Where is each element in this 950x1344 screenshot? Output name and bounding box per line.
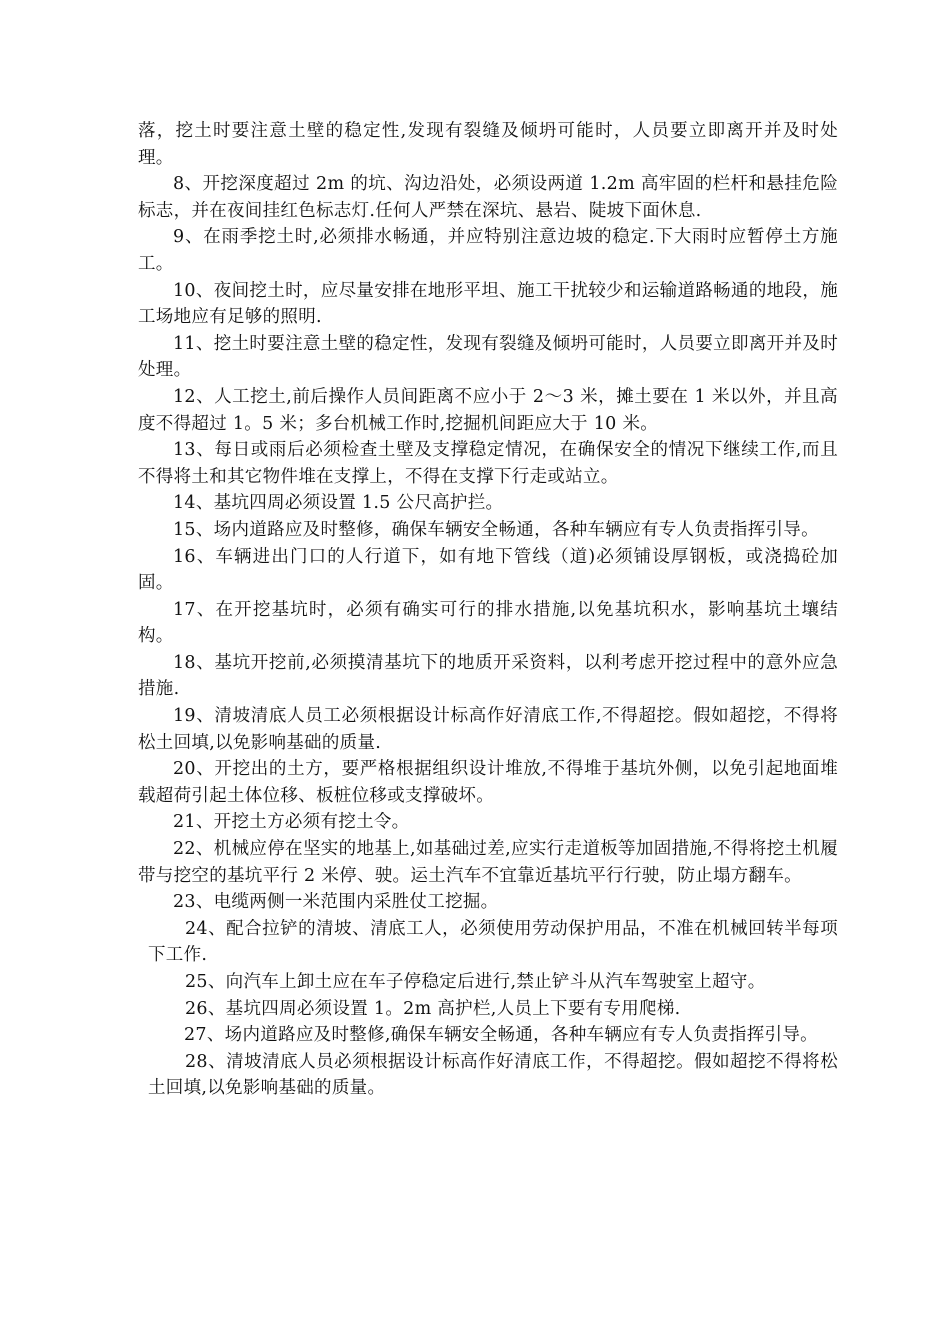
paragraph-item-19: 19、清坡清底人员工必须根据设计标高作好清底工作,不得超挖。假如超挖，不得将松土回填,以免影响基础的质量. [138, 706, 838, 753]
paragraph-item-8: 8、开挖深度超过 2m 的坑、沟边沿处，必须设两道 1.2m 高牢固的栏杆和悬挂危险标志，并在夜间挂红色标志灯.任何人严禁在深坑、悬岩、陡坡下面休息. [138, 174, 838, 221]
paragraph-item-21: 21、开挖土方必须有挖土令。 [173, 812, 410, 833]
paragraph-item-26: 26、基坑四周必须设置 1。2m 高护栏,人员上下要有专用爬梯. [185, 998, 681, 1019]
paragraph-item-13: 13、每日或雨后必须检查土壁及支撑稳定情况，在确保安全的情况下继续工作,而且不得将土和其它物件堆在支撑上，不得在支撑下行走或站立。 [138, 440, 838, 487]
paragraph-item-9: 9、在雨季挖土时,必须排水畅通，并应特别注意边坡的稳定.下大雨时应暂停土方施工。 [138, 227, 838, 274]
document-body [138, 118, 838, 1102]
paragraph-item-27: 27、场内道路应及时整修,确保车辆安全畅通，各种车辆应有专人负责指挥引导。 [184, 1025, 818, 1046]
paragraph-item-20: 20、开挖出的土方，要严格根据组织设计堆放,不得堆于基坑外侧，以免引起地面堆载超荷引起土体位移、板桩位移或支撑破坏。 [138, 759, 838, 806]
paragraph-item-12: 12、人工挖土,前后操作人员间距离不应小于 2～3 米，摊土要在 1 米以外，并且高度不得超过 1。5 米；多台机械工作时,挖掘机间距应大于 10 米。 [138, 386, 838, 434]
paragraph-item-24: 24、配合拉铲的清坡、清底工人，必须使用劳动保护用品，不准在机械回转半每项下工作. [148, 918, 838, 966]
paragraph-item-23: 23、电缆两侧一米范围内采胜仗工挖掘。 [173, 892, 499, 913]
paragraph-item-18: 18、基坑开挖前,必须摸清基坑下的地质开采资料，以利考虑开挖过程中的意外应急措施. [138, 652, 838, 700]
paragraph-item-17: 17、在开挖基坑时，必须有确实可行的排水措施,以免基坑积水，影响基坑土壤结构。 [138, 599, 838, 647]
paragraph-item-14: 14、基坑四周必须设置 1.5 公尺高护拦。 [173, 493, 504, 514]
paragraph-item-28: 28、清坡清底人员必须根据设计标高作好清底工作，不得超挖。假如超挖不得将松土回填,以免影响基础的质量。 [148, 1051, 838, 1099]
paragraph-item-10: 10、夜间挖土时，应尽量安排在地形平坦、施工干扰较少和运输道路畅通的地段，施工场地应有足够的照明. [138, 280, 838, 328]
paragraph-item-22: 22、机械应停在坚实的地基上,如基础过差,应实行走道板等加固措施,不得将挖土机履带与挖空的基坑平行 2 米停、驶。运土汽车不宜靠近基坑平行行驶，防止塌方翻车。 [138, 839, 838, 886]
paragraph-item-16: 16、车辆进出门口的人行道下，如有地下管线（道)必须铺设厚钢板，或浇捣砼加固。 [138, 546, 838, 594]
paragraph-item-11: 11、挖土时要注意土壁的稳定性，发现有裂缝及倾坍可能时，人员要立即离开并及时处理。 [138, 333, 838, 381]
paragraph-continuation: 落，挖土时要注意土壁的稳定性,发现有裂缝及倾坍可能时，人员要立即离开并及时处理。 [138, 121, 838, 168]
paragraph-item-25: 25、向汽车上卸土应在车子停稳定后进行,禁止铲斗从汽车驾驶室上超守。 [185, 972, 766, 992]
paragraph-item-15: 15、场内道路应及时整修，确保车辆安全畅通，各种车辆应有专人负责指挥引导。 [173, 519, 819, 540]
